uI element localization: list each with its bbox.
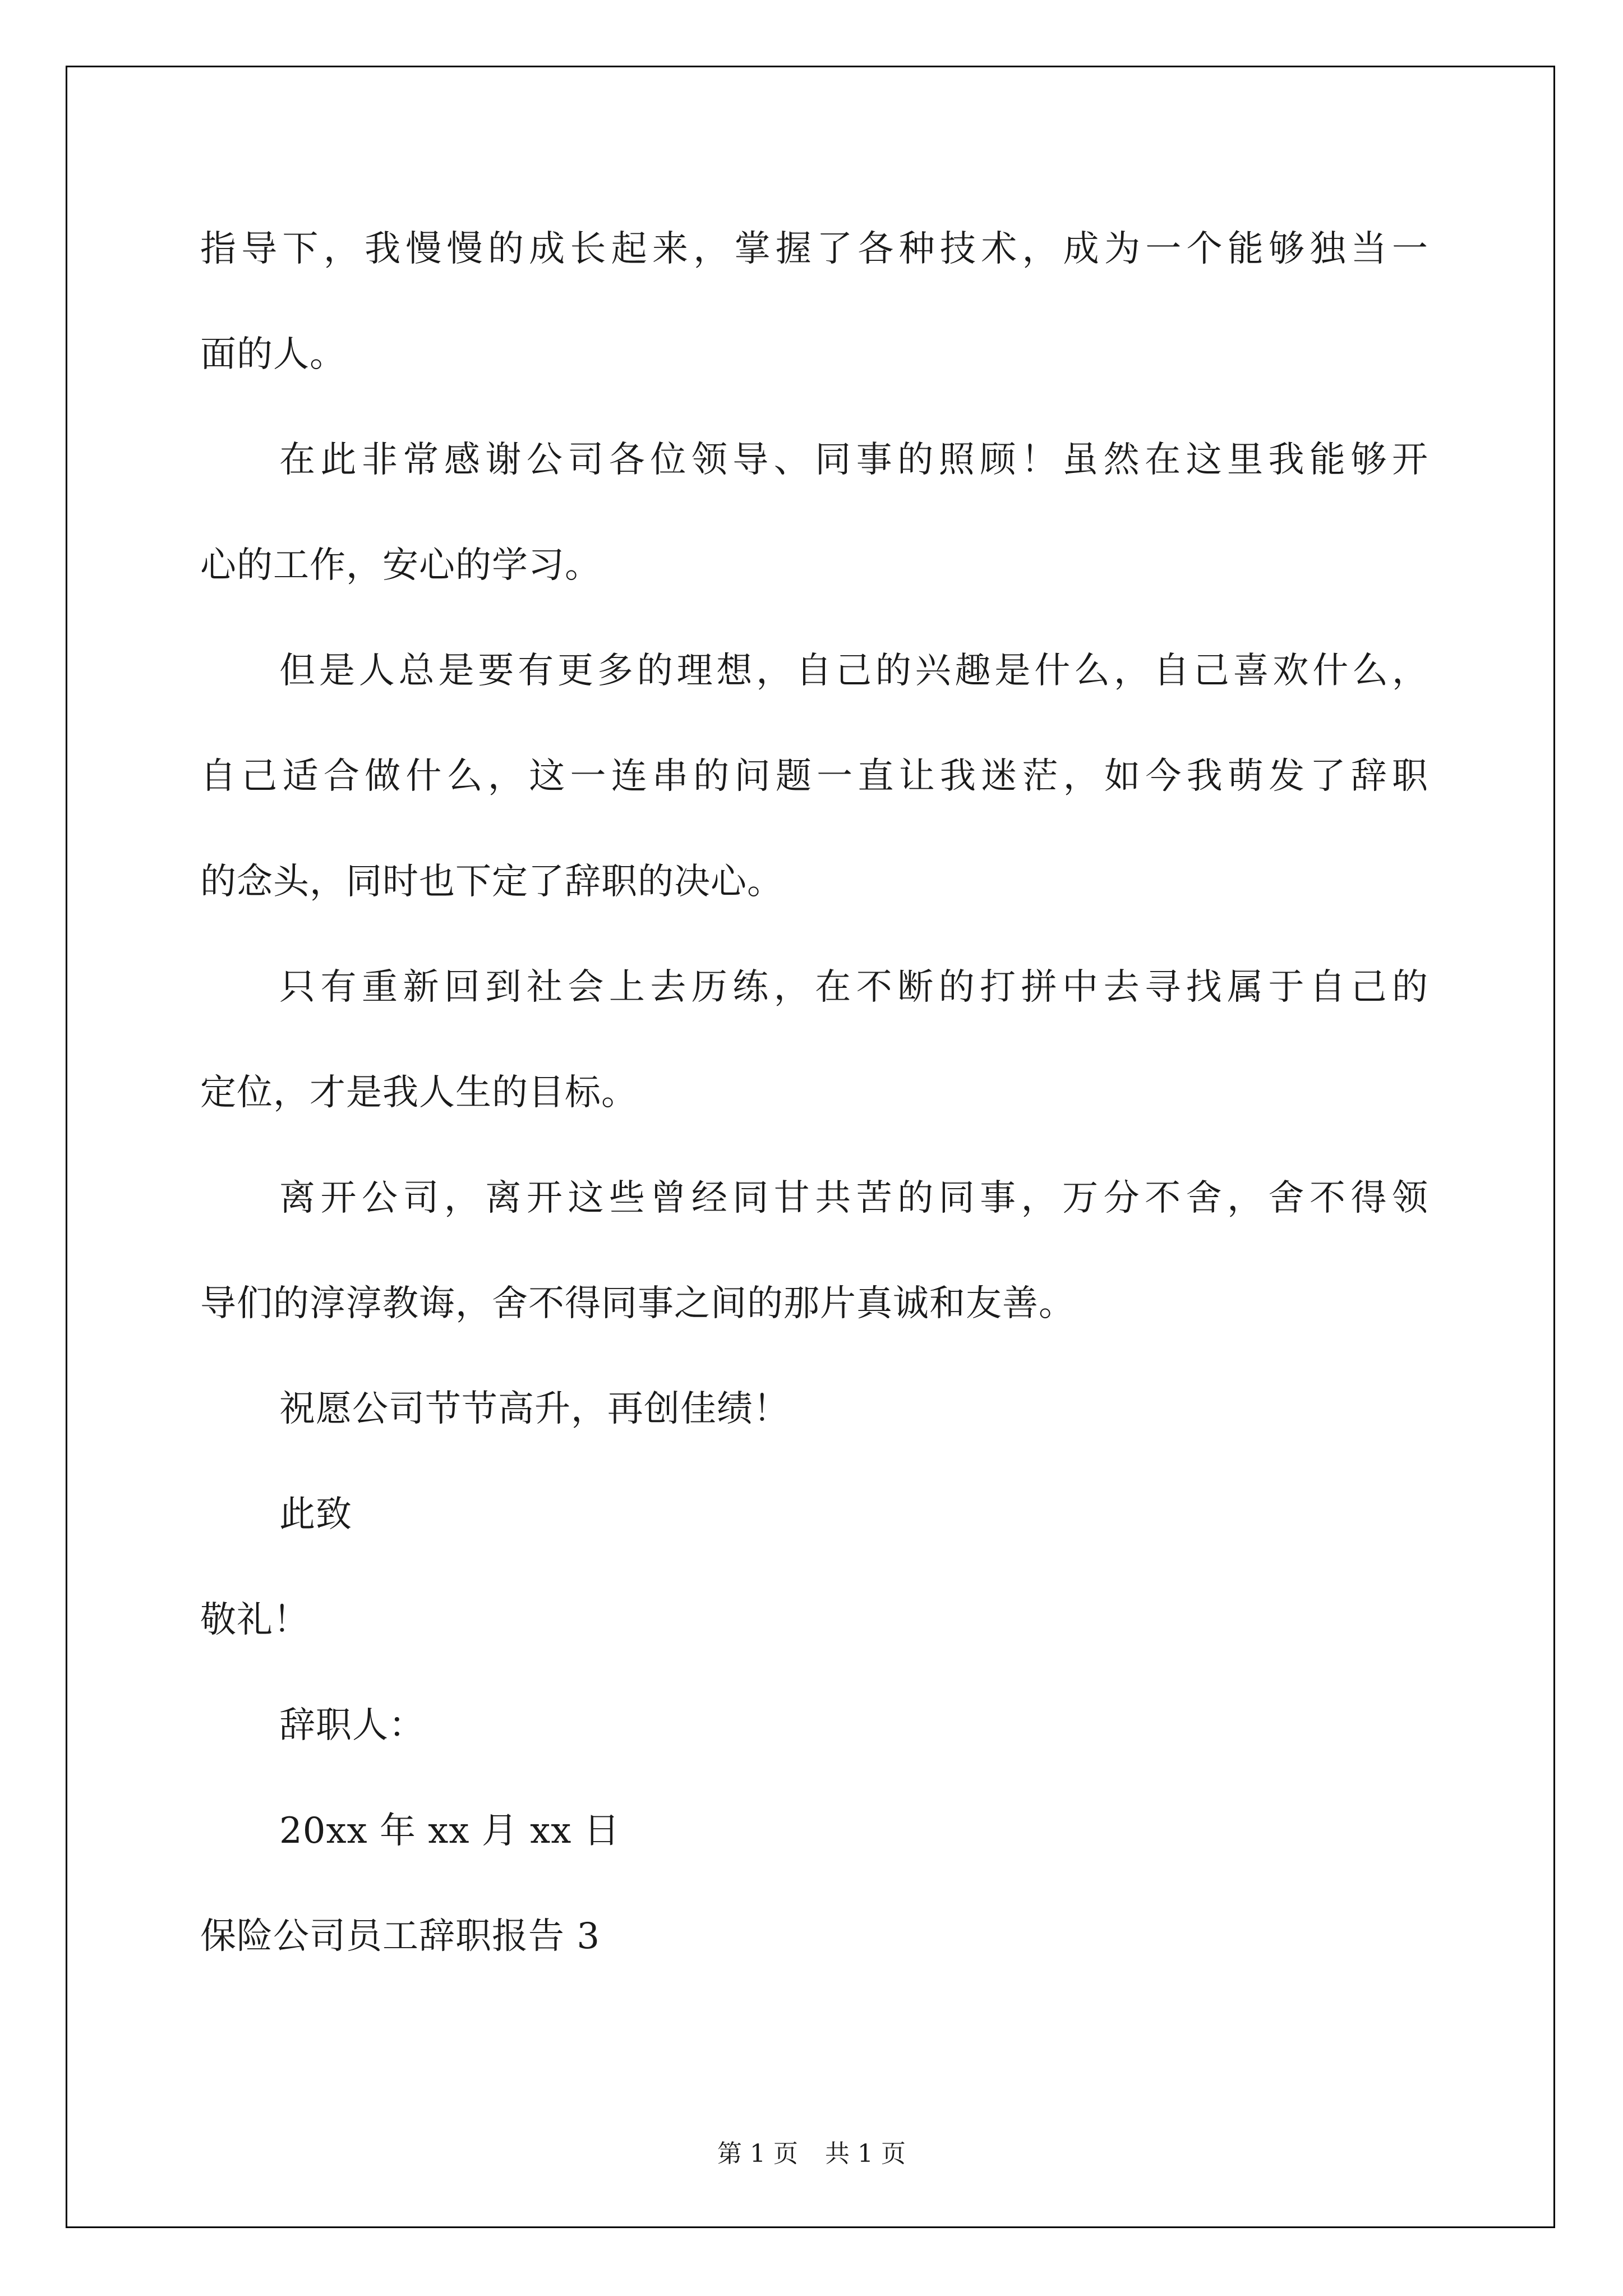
signature-label: 辞职人： xyxy=(279,1705,425,1746)
salutation-jing-li: 敬礼！ xyxy=(200,1599,310,1641)
body-line-6: 自己适合做什么，这一连串的问题一直让我迷茫，如今我萌发了辞职 xyxy=(200,756,1428,797)
closing-wish: 祝愿公司节节高升，再创佳绩！ xyxy=(279,1388,790,1430)
body-line-3: 在此非常感谢公司各位领导、同事的照顾！虽然在这里我能够开 xyxy=(279,439,1428,481)
page-footer xyxy=(0,2139,1623,2168)
body-line-10: 离开公司，离开这些曾经同甘共苦的同事，万分不舍，舍不得领 xyxy=(279,1177,1428,1219)
date-line: 20xx 年 xx 月 xx 日 xyxy=(279,1810,620,1852)
body-line-9: 定位，才是我人生的目标。 xyxy=(200,1072,638,1114)
page-number-total: 共 1 页 xyxy=(825,2139,906,2168)
page-number-current: 第 1 页 xyxy=(717,2139,798,2168)
salutation-ci-zhi: 此致 xyxy=(279,1494,352,1535)
page-border xyxy=(66,66,1555,2228)
body-line-11: 导们的淳淳教诲，舍不得同事之间的那片真诚和友善。 xyxy=(200,1283,1075,1324)
body-line-8: 只有重新回到社会上去历练，在不断的打拼中去寻找属于自己的 xyxy=(279,967,1428,1008)
body-line-1: 指导下，我慢慢的成长起来，掌握了各种技术，成为一个能够独当一 xyxy=(200,228,1428,270)
next-section-title: 保险公司员工辞职报告 3 xyxy=(200,1916,601,1957)
body-line-4: 心的工作，安心的学习。 xyxy=(200,545,601,586)
body-line-5: 但是人总是要有更多的理想，自己的兴趣是什么，自己喜欢什么， xyxy=(279,650,1428,692)
body-line-7: 的念头，同时也下定了辞职的决心。 xyxy=(200,861,783,903)
body-line-2: 面的人。 xyxy=(200,334,346,375)
